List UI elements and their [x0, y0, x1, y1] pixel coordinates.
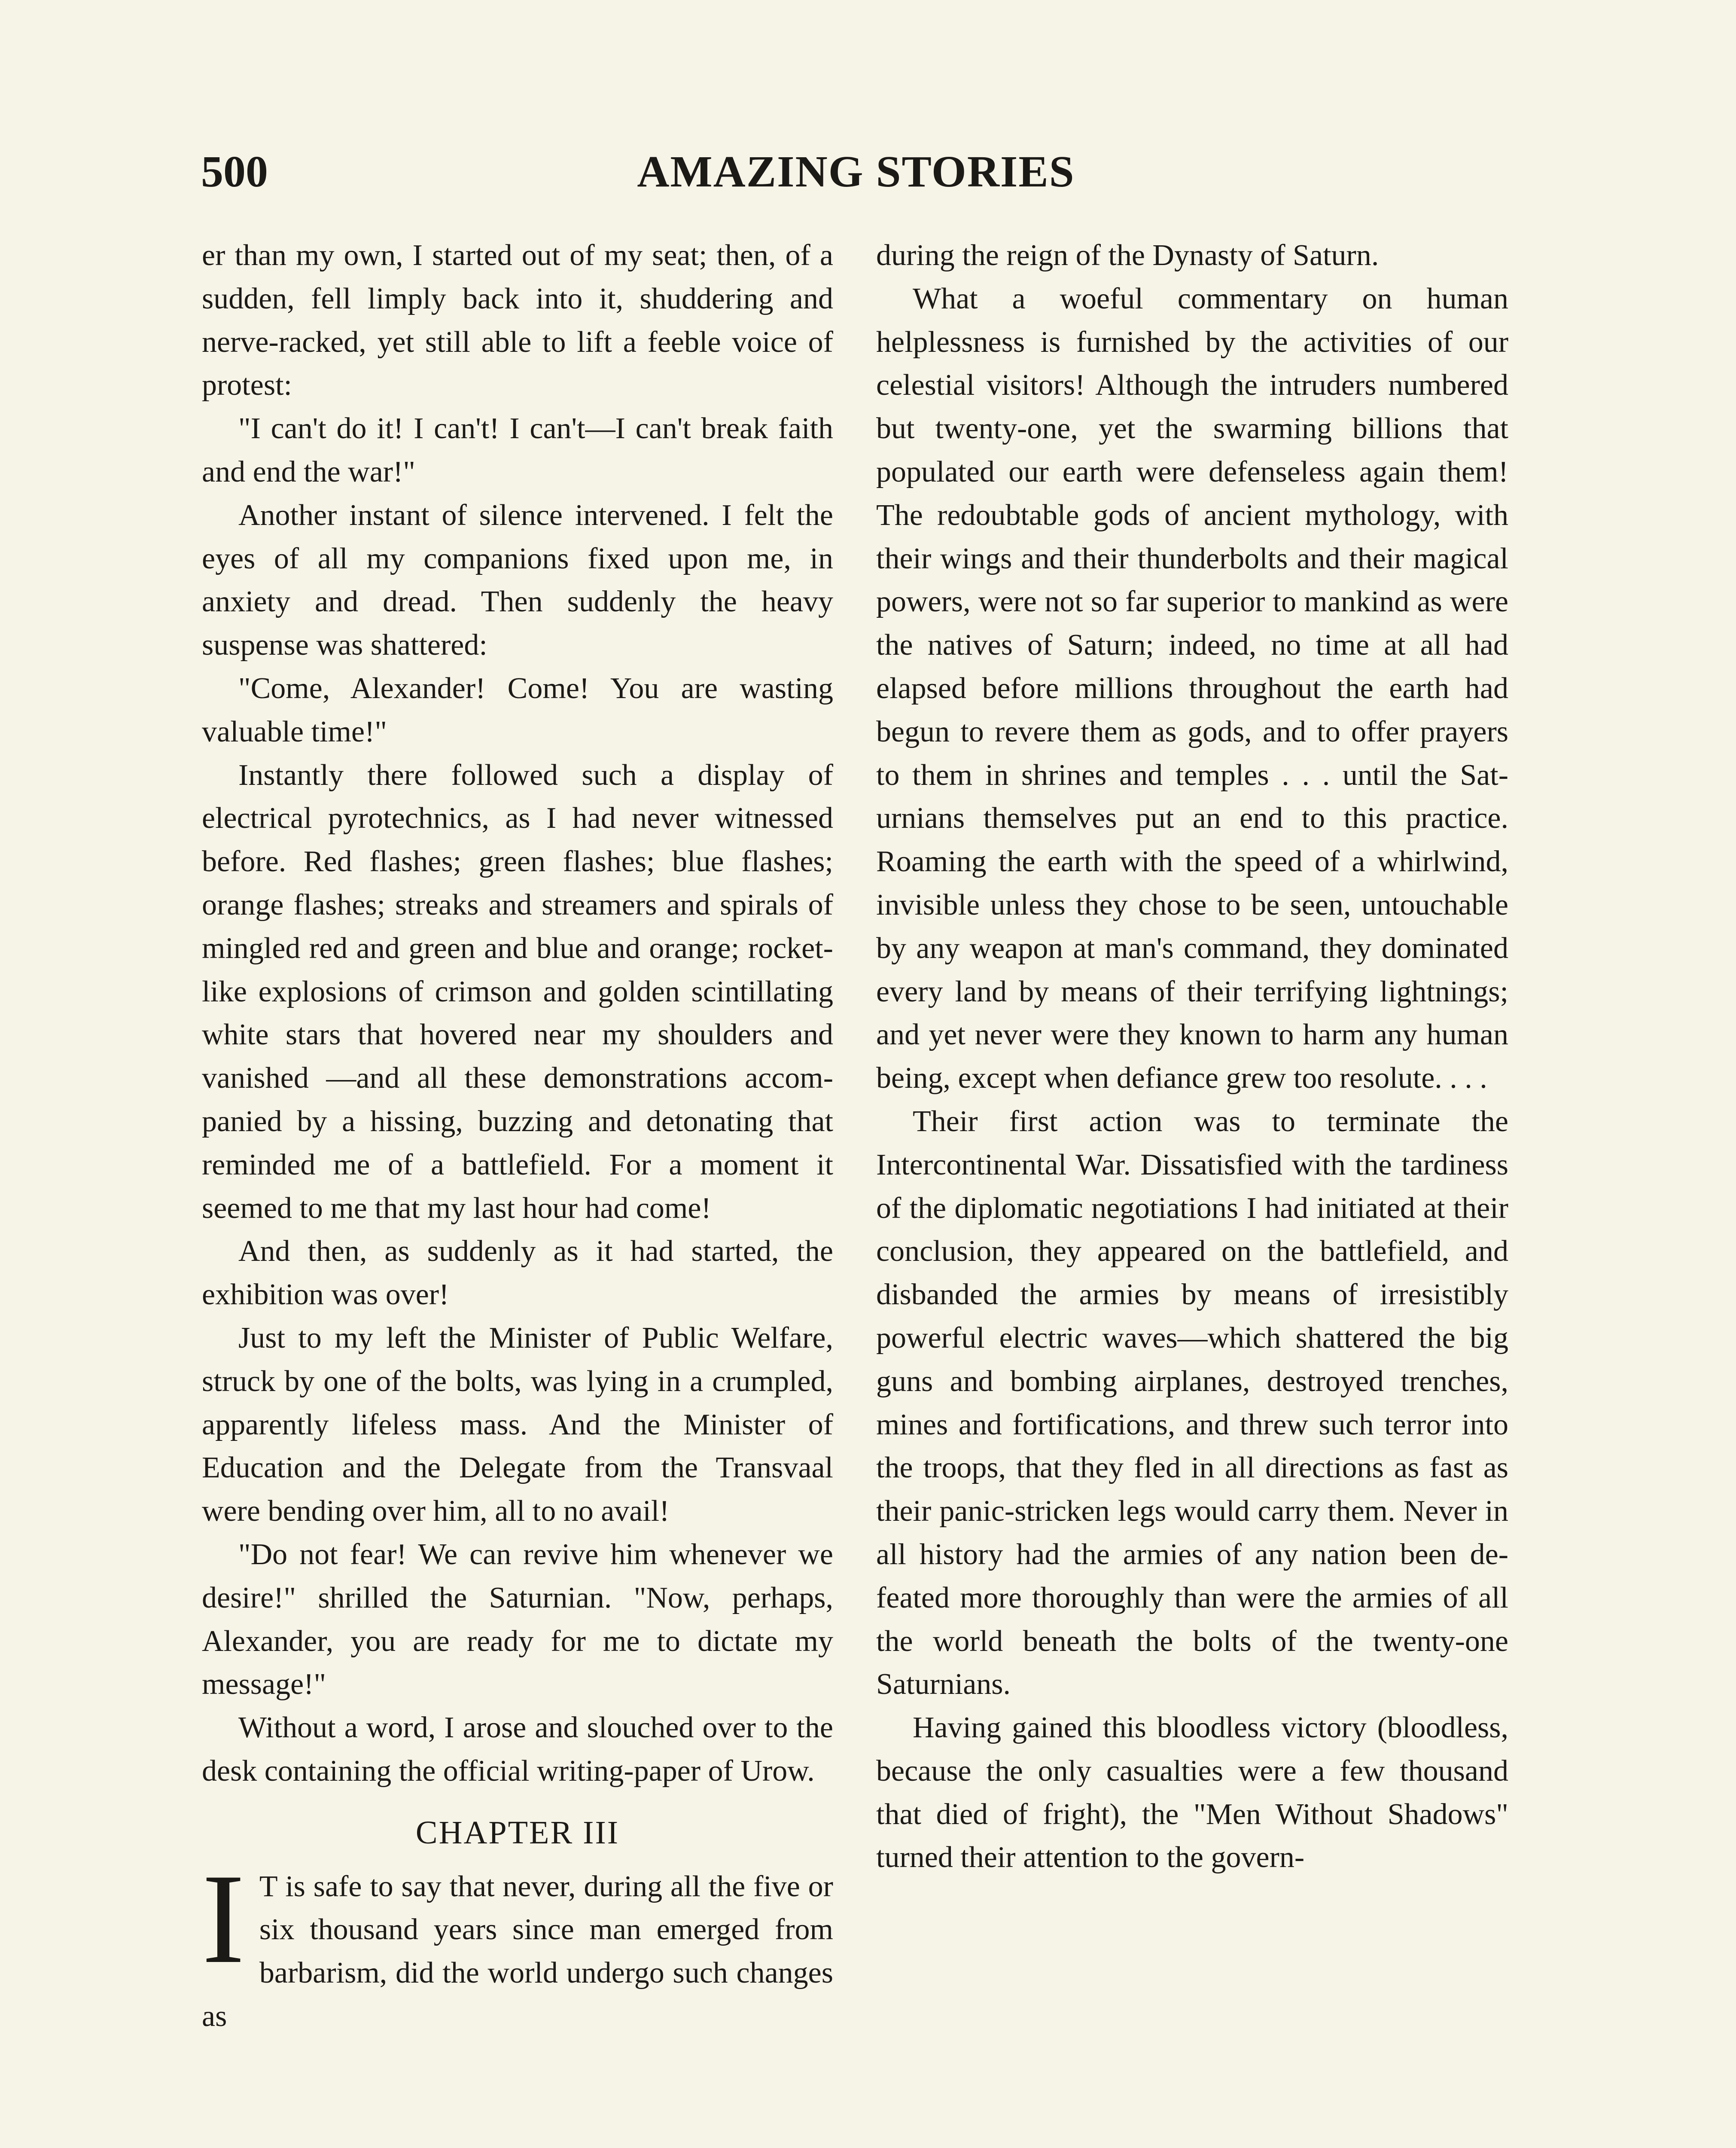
- left-column: [202, 234, 833, 2038]
- right-column: [876, 234, 1508, 1880]
- paragraph: Just to my left the Minister of Public Welfare, struck by one of the bolts, was lying in a crumpled, apparently lifeless mass. And the Minister of Education and the Delegate from the Transvaal were bending over him, all to no avail!: [202, 1321, 833, 1528]
- drop-cap: I: [202, 1847, 245, 1990]
- paragraph: Instantly there followed such a display of electrical pyrotechnics, as I had never witnessed before. Red flashes; green flashes; blue flashes; orange flashes; streaks and streamers and spirals of mingled red and green and blue and orange; rocket-like explosions of crimson and golden scintillating white stars that hovered near my shoulders and vanished —and all these demonstrations accompanied by a hissing, buzzing and detonating that reminded me of a battlefield. For a moment it seemed to me that my last hour had come!: [202, 758, 833, 1225]
- page-number: 500: [201, 147, 268, 196]
- paragraph: What a woeful commentary on human helplessness is furnished by the activities of our celestial visitors! Although the intruders numbered but twenty-one, yet the swarming billions that populated our earth were defenseless again them! The redoubtable gods of ancient mythology, with their wings and their thunderbolts and their magical powers, were not so far superior to mankind as were the natives of Saturn; indeed, no time at all had elapsed before millions throughout the earth had begun to revere them as gods, and to offer prayers to them in shrines and temples . . . until the Saturnians themselves put an end to this practice. Roaming the earth with the speed of a whirlwind, invisible unless they chose to be seen, untouchable by any weapon at man's command, they dominated every land by means of their terrifying lightnings; and yet never were they known to harm any human being, except when defiance grew too resolute. . . .: [876, 282, 1508, 1095]
- paragraph: er than my own, I started out of my seat; then, of a sudden, fell limply back into it, shuddering and nerve-racked, yet still able to lift a feeble voice of protest:: [202, 239, 833, 402]
- paragraph: Their first action was to terminate the Intercontinental War. Dissatisfied with the tardiness of the diplomatic negotiations I had initiated at their conclusion, they appeared on the battlefield, and disbanded the armies by means of irresistibly powerful electric waves—which shattered the big guns and bombing airplanes, destroyed trenches, mines and fortifications, and threw such terror into the troops, that they fled in all directions as fast as their panic-stricken legs would carry them. Never in all history had the armies of any nation been defeated more thoroughly than were the armies of all the world beneath the bolts of the twenty-one Saturnians.: [876, 1105, 1508, 1701]
- chapter-opening-text: T is safe to say that never, during all the five or six thousand years since man emerged from barbarism, did the world undergo such changes as: [202, 1870, 833, 2033]
- paragraph: Without a word, I arose and slouched over to the desk containing the official writing-paper of Urow.: [202, 1711, 833, 1788]
- paragraph: Another instant of silence intervened. I felt the eyes of all my companions fixed upon me, in anxiety and dread. Then suddenly the heavy suspense was shattered:: [202, 498, 833, 662]
- paragraph: "I can't do it! I can't! I can't—I can't break faith and end the war!": [202, 412, 833, 488]
- running-title: AMAZING STORIES: [637, 147, 1075, 196]
- chapter-opening-paragraph: [202, 1847, 833, 2038]
- page-header: [201, 142, 1511, 202]
- paragraph: "Do not fear! We can revive him whenever we desire!" shrilled the Saturnian. "Now, perhaps, Alexander, you are ready for me to dictate my message!": [202, 1538, 833, 1701]
- paragraph: "Come, Alexander! Come! You are wasting valuable time!": [202, 671, 833, 748]
- paragraph: during the reign of the Dynasty of Saturn.: [876, 239, 1379, 272]
- paragraph: Having gained this bloodless victory (bloodless, because the only casualties were a few thousand that died of fright), the "Men Without Shadows" turned their attention to the govern-: [876, 1711, 1508, 1874]
- paragraph: And then, as suddenly as it had started, the exhibition was over!: [202, 1235, 833, 1312]
- chapter-heading: CHAPTER III: [415, 1814, 620, 1851]
